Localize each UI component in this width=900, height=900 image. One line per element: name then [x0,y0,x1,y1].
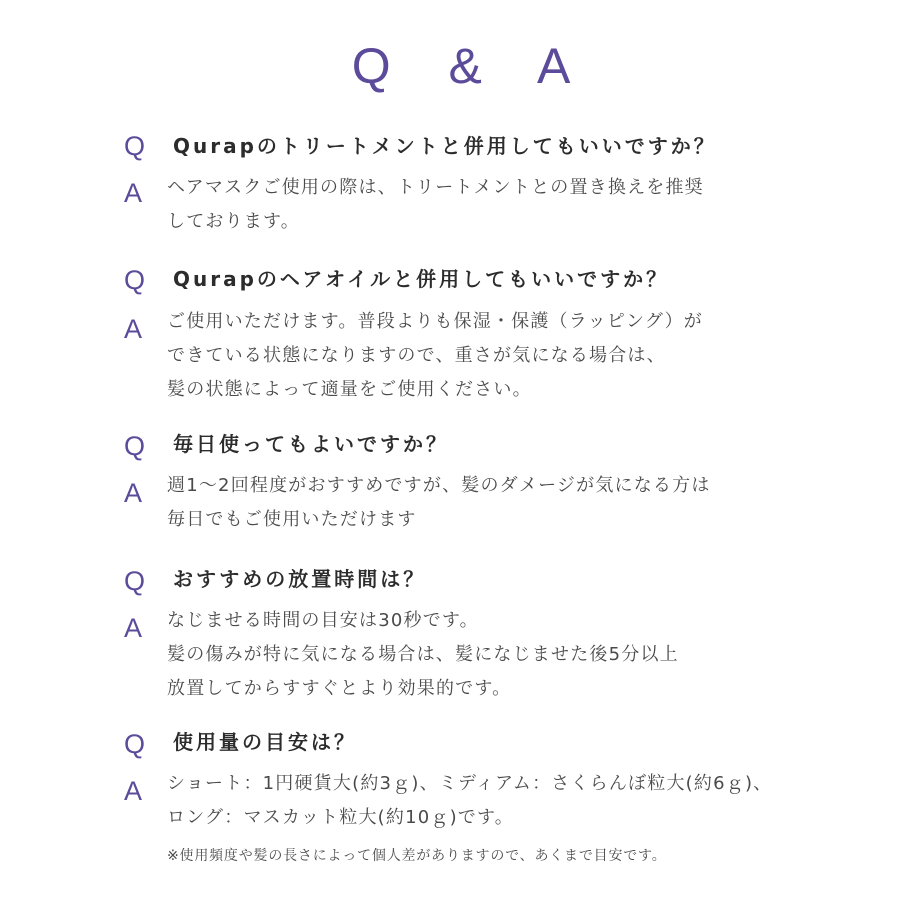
answer-2-line-3: 髪の状態によって適量をご使用ください。 [167,379,532,400]
q-marker: Q [124,131,146,161]
a-marker: A [124,613,143,643]
question-4: おすすめの放置時間は？ [173,567,427,591]
a-marker: A [124,178,143,208]
question-3: 毎日使ってもよいですか？ [173,432,449,456]
answer-1-line-1: ヘアマスクご使用の際は、トリートメントとの置き換えを推奨 [167,177,704,198]
q-marker: Q [124,265,146,295]
answer-2-line-2: できている状態になりますので、重さが気になる場合は、 [167,345,666,366]
answer-1 [167,171,704,239]
a-marker: A [124,314,143,344]
answer-2-line-1: ご使用いただけます。普段よりも保湿・保護（ラッピング）が [167,311,703,332]
answer-3-line-2: 毎日でもご使用いただけます [167,509,417,530]
a-marker: A [124,478,143,508]
answer-4-line-3: 放置してからすすぐとより効果的です。 [167,678,512,699]
a-marker: A [124,776,143,806]
answer-3 [167,469,711,537]
answer-5-line-1: ショート：1円硬貨大(約3ｇ)、ミディアム：さくらんぼ粒大(約6ｇ)、 [167,773,773,794]
answer-2 [167,305,703,407]
answer-5-line-2: ロング：マスカット粒大(約10ｇ)です。 [167,807,514,828]
answer-4-line-2: 髪の傷みが特に気になる場合は、髪になじませた後5分以上 [167,644,679,665]
page-title: Q & A [351,38,593,94]
answer-4 [167,604,679,706]
q-marker: Q [124,729,146,759]
question-5: 使用量の目安は？ [173,730,357,754]
answer-5 [167,767,772,835]
question-2: Qurapのヘアオイルと併用してもいいですか？ [173,267,670,291]
answer-4-line-1: なじませる時間の目安は30秒です。 [167,610,479,631]
q-marker: Q [124,431,146,461]
q-marker: Q [124,566,146,596]
question-1: Qurapのトリートメントと併用してもいいですか？ [173,134,717,158]
footnote: ※使用頻度や髪の長さによって個人差がありますので、あくまで目安です。 [167,848,667,864]
answer-3-line-1: 週1〜2回程度がおすすめですが、髪のダメージが気になる方は [167,475,711,496]
answer-1-line-2: しております。 [167,211,300,232]
